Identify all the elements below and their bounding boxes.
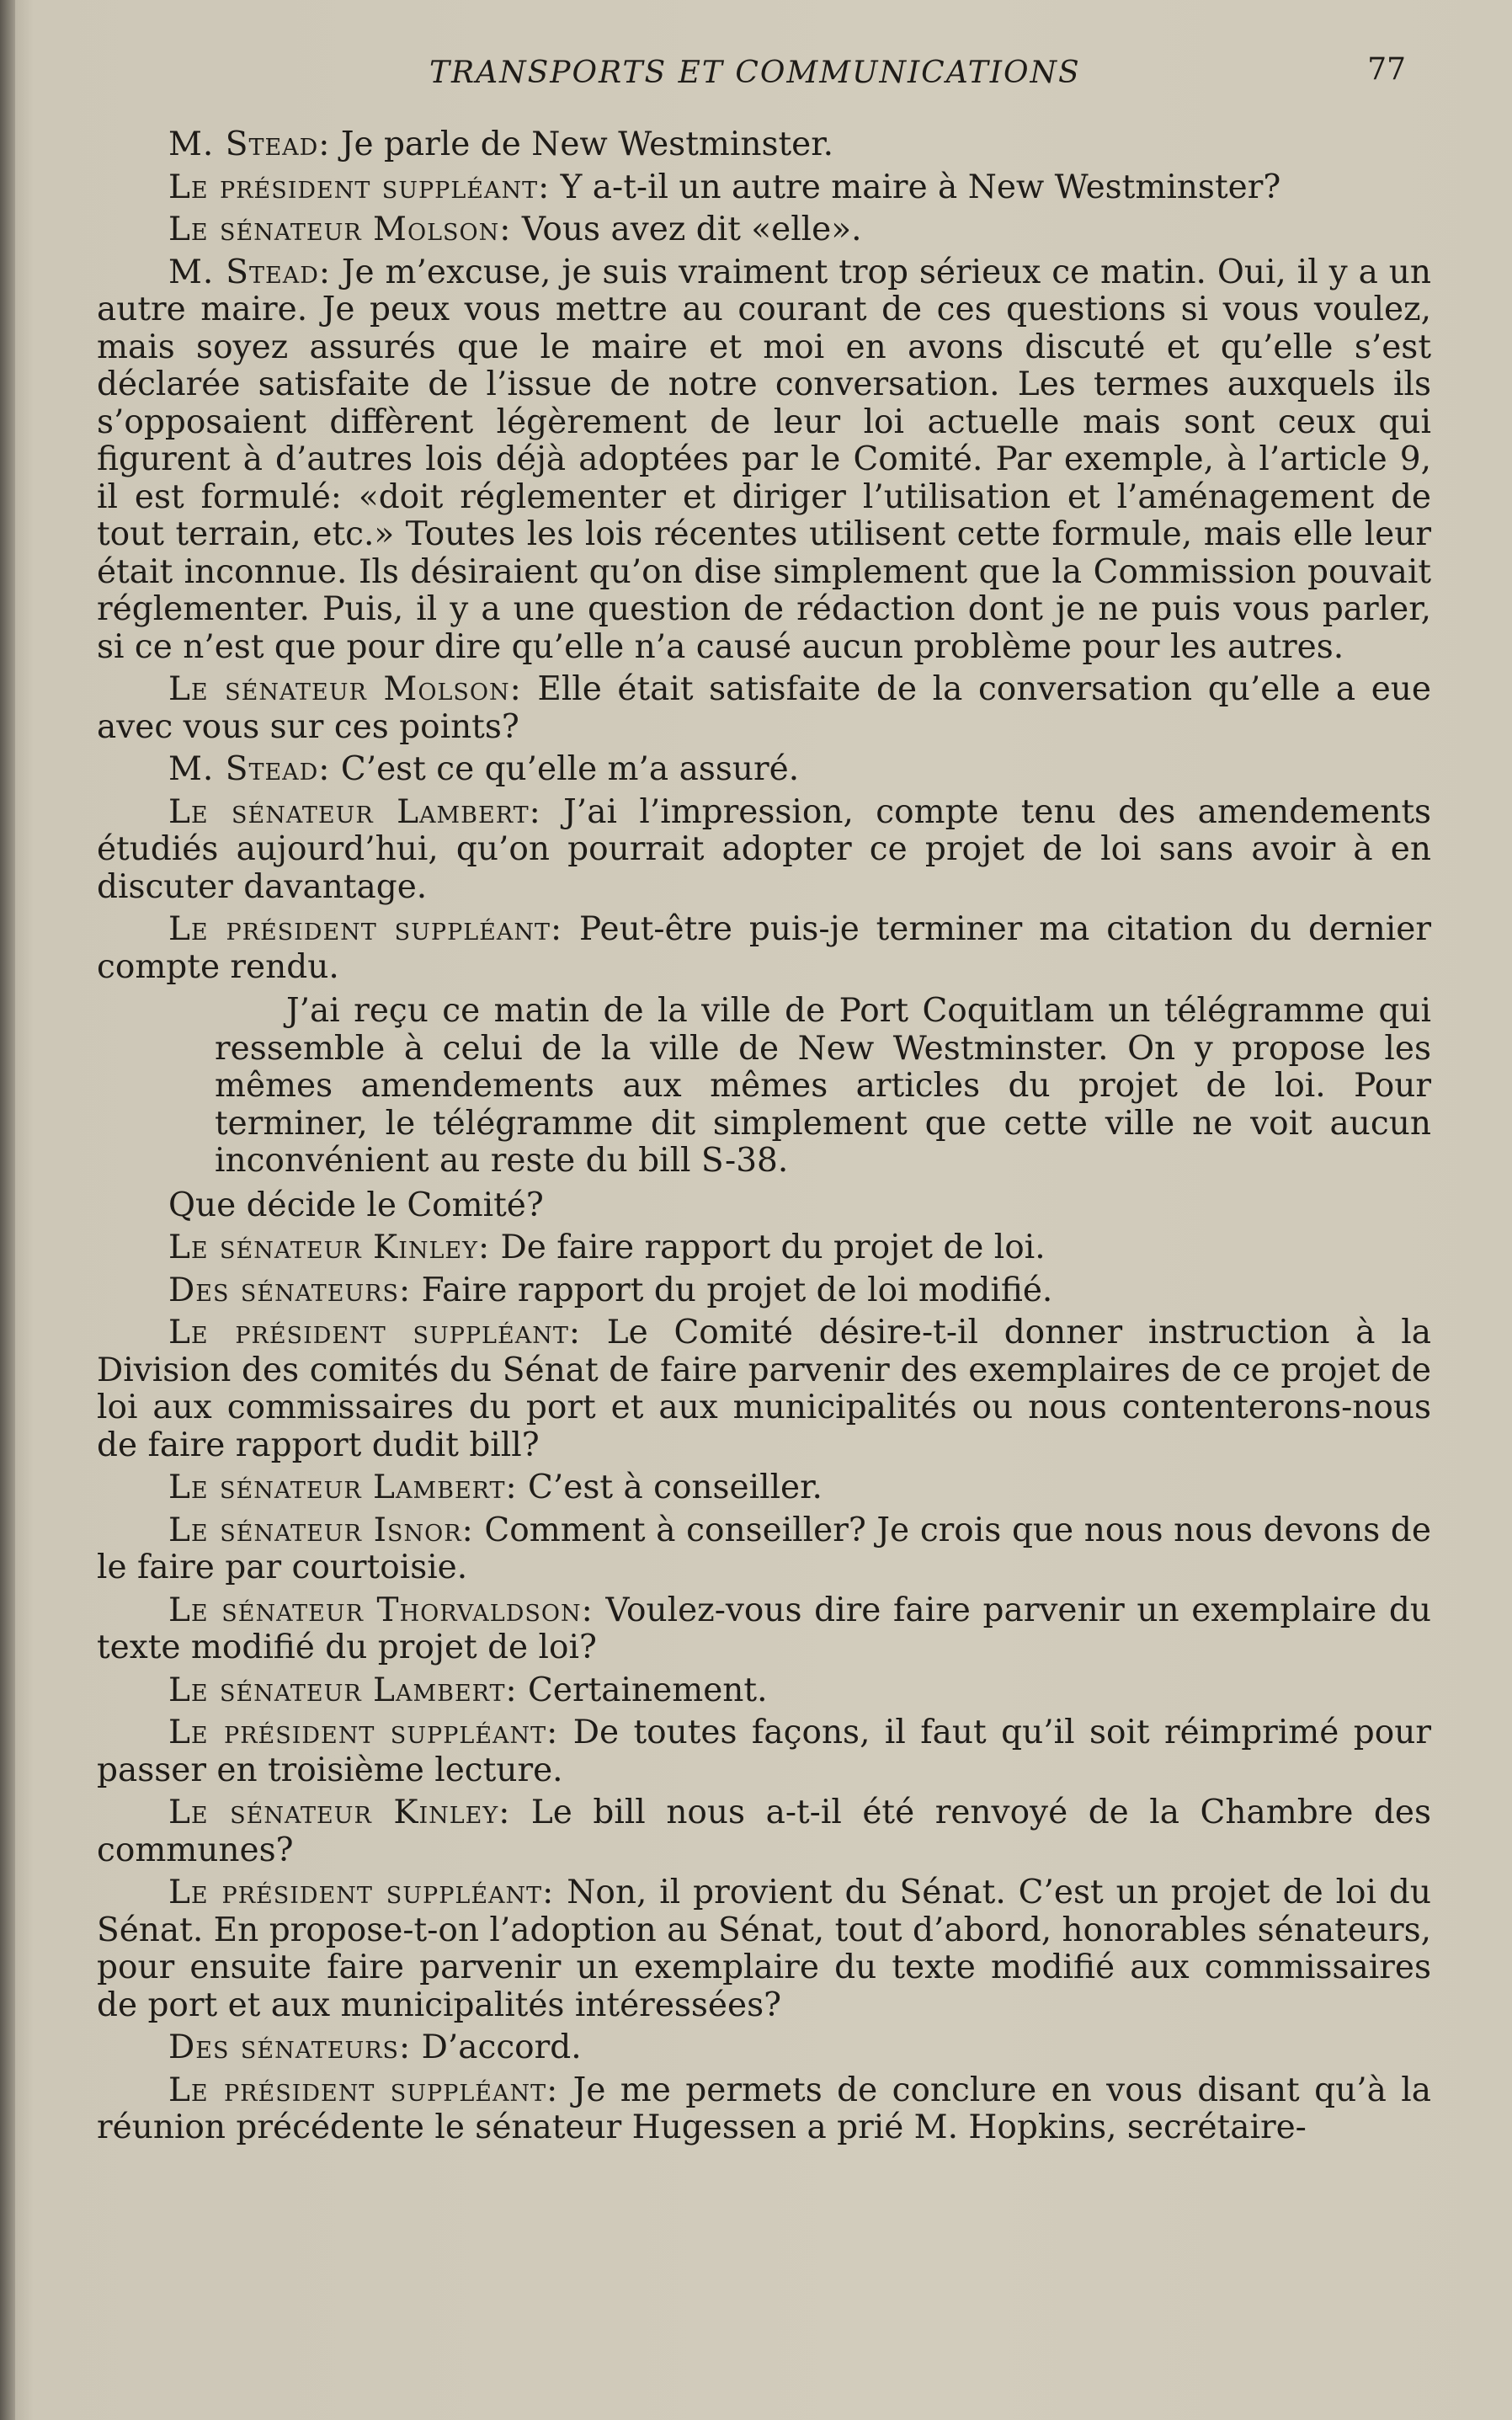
page-header bbox=[101, 52, 1431, 94]
paragraph-text: Vous avez dit «elle». bbox=[511, 211, 862, 248]
transcript-paragraph bbox=[97, 1874, 1431, 2024]
transcript-paragraph bbox=[97, 211, 1431, 249]
paragraph-text: Comment à conseiller? Je crois que nous nous devons de le faire par courtoisie. bbox=[97, 1511, 1431, 1586]
speaker-name: Des sénateurs: bbox=[168, 2028, 412, 2066]
speaker-name: Le président suppléant: bbox=[168, 1874, 555, 1911]
speaker-name: Le sénateur Kinley: bbox=[168, 1794, 511, 1831]
quoted-passage bbox=[97, 993, 1431, 1181]
transcript-paragraph bbox=[97, 254, 1431, 667]
speaker-name: Le sénateur Lambert: bbox=[168, 1671, 518, 1709]
transcript-paragraph bbox=[97, 1229, 1431, 1267]
speaker-name: M. Stead: bbox=[168, 253, 331, 291]
speaker-name: Le sénateur Lambert: bbox=[168, 1469, 518, 1506]
transcript-paragraph bbox=[97, 1672, 1431, 1710]
speaker-name: Le sénateur Thorvaldson: bbox=[168, 1591, 594, 1629]
paragraph-text: C’est à conseiller. bbox=[517, 1469, 823, 1506]
paragraph-text: Je parle de New Westminster. bbox=[330, 125, 833, 163]
paragraph-text: Faire rapport du projet de loi modifié. bbox=[411, 1271, 1053, 1309]
transcript-paragraph bbox=[97, 1714, 1431, 1789]
speaker-name: Le président suppléant: bbox=[168, 1714, 559, 1751]
speaker-name: M. Stead: bbox=[168, 750, 331, 788]
paragraph-text: Peut-être puis-je terminer ma citation du dernier compte rendu. bbox=[97, 910, 1431, 986]
speaker-name: Des sénateurs: bbox=[168, 1271, 412, 1309]
paragraph-text: Elle était satisfaite de la conversation qu’elle a eue avec vous sur ces points? bbox=[97, 670, 1431, 746]
transcript-paragraph bbox=[97, 1469, 1431, 1507]
transcript-body bbox=[97, 126, 1431, 2152]
paragraph-text: Je m’excuse, je suis vraiment trop sérieux ce matin. Oui, il y a un autre maire. Je peux vous mettre au courant de ces questions si vous voulez, mais soyez assurés que le maire et moi en avons discuté et qu’elle s’est déclarée satisfaite de l’issue de notre conversation. Les termes auxquels ils s’opposaient diffèrent légèrement de leur loi actuelle mais sont ceux qui figurent à d’autres lois déjà adoptées par le Comité. Par exemple, à l’article 9, il est formulé: «doit réglementer et diriger l’utilisation et l’aménagement de tout terrain, etc.» Toutes les lois récentes utilisent cette formule, mais elle leur était inconnue. Ils désiraient qu’on dise simplement que la Commission pouvait réglementer. Puis, il y a une question de rédaction dont je ne puis vous parler, si ce n’est que pour dire qu’elle n’a causé aucun problème pour les autres. bbox=[97, 253, 1431, 666]
speaker-name: Le sénateur Isnor: bbox=[168, 1511, 474, 1549]
paragraph-text: Que décide le Comité? bbox=[168, 1186, 544, 1224]
book-spine-shadow bbox=[0, 0, 15, 2420]
paragraph-text: Non, il provient du Sénat. C’est un projet de loi du Sénat. En propose-t-on l’adoption au Sénat, tout d’abord, honorables sénateurs, pour ensuite faire parvenir un exemplaire du texte modifié aux commissaires de port et aux municipalités intéressées? bbox=[97, 1874, 1431, 2024]
speaker-name: Le président suppléant: bbox=[168, 168, 551, 206]
speaker-name: Le sénateur Molson: bbox=[168, 670, 522, 708]
transcript-paragraph bbox=[97, 1512, 1431, 1587]
speaker-name: Le sénateur Lambert: bbox=[168, 792, 541, 831]
paragraph-text: Le Comité désire-t-il donner instruction à la Division des comités du Sénat de faire parvenir des exemplaires de ce projet de loi aux commissaires du port et aux municipalités ou nous contenterons-nous de faire rapport dudit bill? bbox=[97, 1314, 1431, 1464]
running-title: TRANSPORTS ET COMMUNICATIONS bbox=[429, 56, 1081, 90]
transcript-paragraph bbox=[97, 1187, 1431, 1225]
speaker-name: M. Stead: bbox=[168, 125, 331, 163]
paragraph-text: J’ai l’impression, compte tenu des amendements étudiés aujourd’hui, qu’on pourrait adopter ce projet de loi sans avoir à en discuter davantage. bbox=[97, 792, 1432, 906]
paragraph-text: J’ai reçu ce matin de la ville de Port Coquitlam un télégramme qui ressemble à celui de la ville de New Westminster. On y propose les mêmes amendements aux mêmes articles du projet de loi. Pour terminer, le télégramme dit simplement que cette ville ne voit aucun inconvénient au reste du bill S-38. bbox=[215, 992, 1431, 1180]
transcript-paragraph bbox=[97, 1272, 1431, 1310]
transcript-paragraph bbox=[97, 126, 1431, 164]
paragraph-text: C’est ce qu’elle m’a assuré. bbox=[330, 750, 800, 788]
speaker-name: Le sénateur Molson: bbox=[168, 211, 512, 248]
transcript-paragraph bbox=[97, 2072, 1431, 2147]
paragraph-text: D’accord. bbox=[411, 2028, 582, 2066]
paragraph-text: Le bill nous a-t-il été renvoyé de la Chambre des communes? bbox=[97, 1794, 1431, 1869]
transcript-paragraph bbox=[97, 2029, 1431, 2067]
transcript-paragraph bbox=[97, 1592, 1431, 1667]
speaker-name: Le président suppléant: bbox=[168, 2071, 559, 2109]
speaker-name: Le président suppléant: bbox=[168, 1314, 581, 1351]
speaker-name: Le président suppléant: bbox=[168, 910, 563, 948]
transcript-paragraph bbox=[97, 169, 1431, 207]
paragraph-text: De toutes façons, il faut qu’il soit réimprimé pour passer en troisième lecture. bbox=[97, 1714, 1431, 1789]
transcript-paragraph bbox=[97, 1314, 1431, 1464]
page-number: 77 bbox=[1367, 52, 1406, 87]
paragraph-text: Je me permets de conclure en vous disant qu’à la réunion précédente le sénateur Hugessen a prié M. Hopkins, secrétaire- bbox=[97, 2071, 1431, 2146]
paragraph-text: Y a-t-il un autre maire à New Westminster? bbox=[550, 168, 1281, 206]
paragraph-text: Certainement. bbox=[517, 1671, 768, 1709]
transcript-paragraph bbox=[97, 794, 1431, 907]
transcript-paragraph bbox=[97, 911, 1431, 986]
paragraph-text: Voulez-vous dire faire parvenir un exemplaire du texte modifié du projet de loi? bbox=[97, 1591, 1431, 1666]
transcript-paragraph bbox=[97, 751, 1431, 789]
speaker-name: Le sénateur Kinley: bbox=[168, 1229, 491, 1266]
transcript-paragraph bbox=[97, 1794, 1431, 1869]
transcript-paragraph bbox=[97, 671, 1431, 746]
paragraph-text: De faire rapport du projet de loi. bbox=[490, 1229, 1046, 1266]
